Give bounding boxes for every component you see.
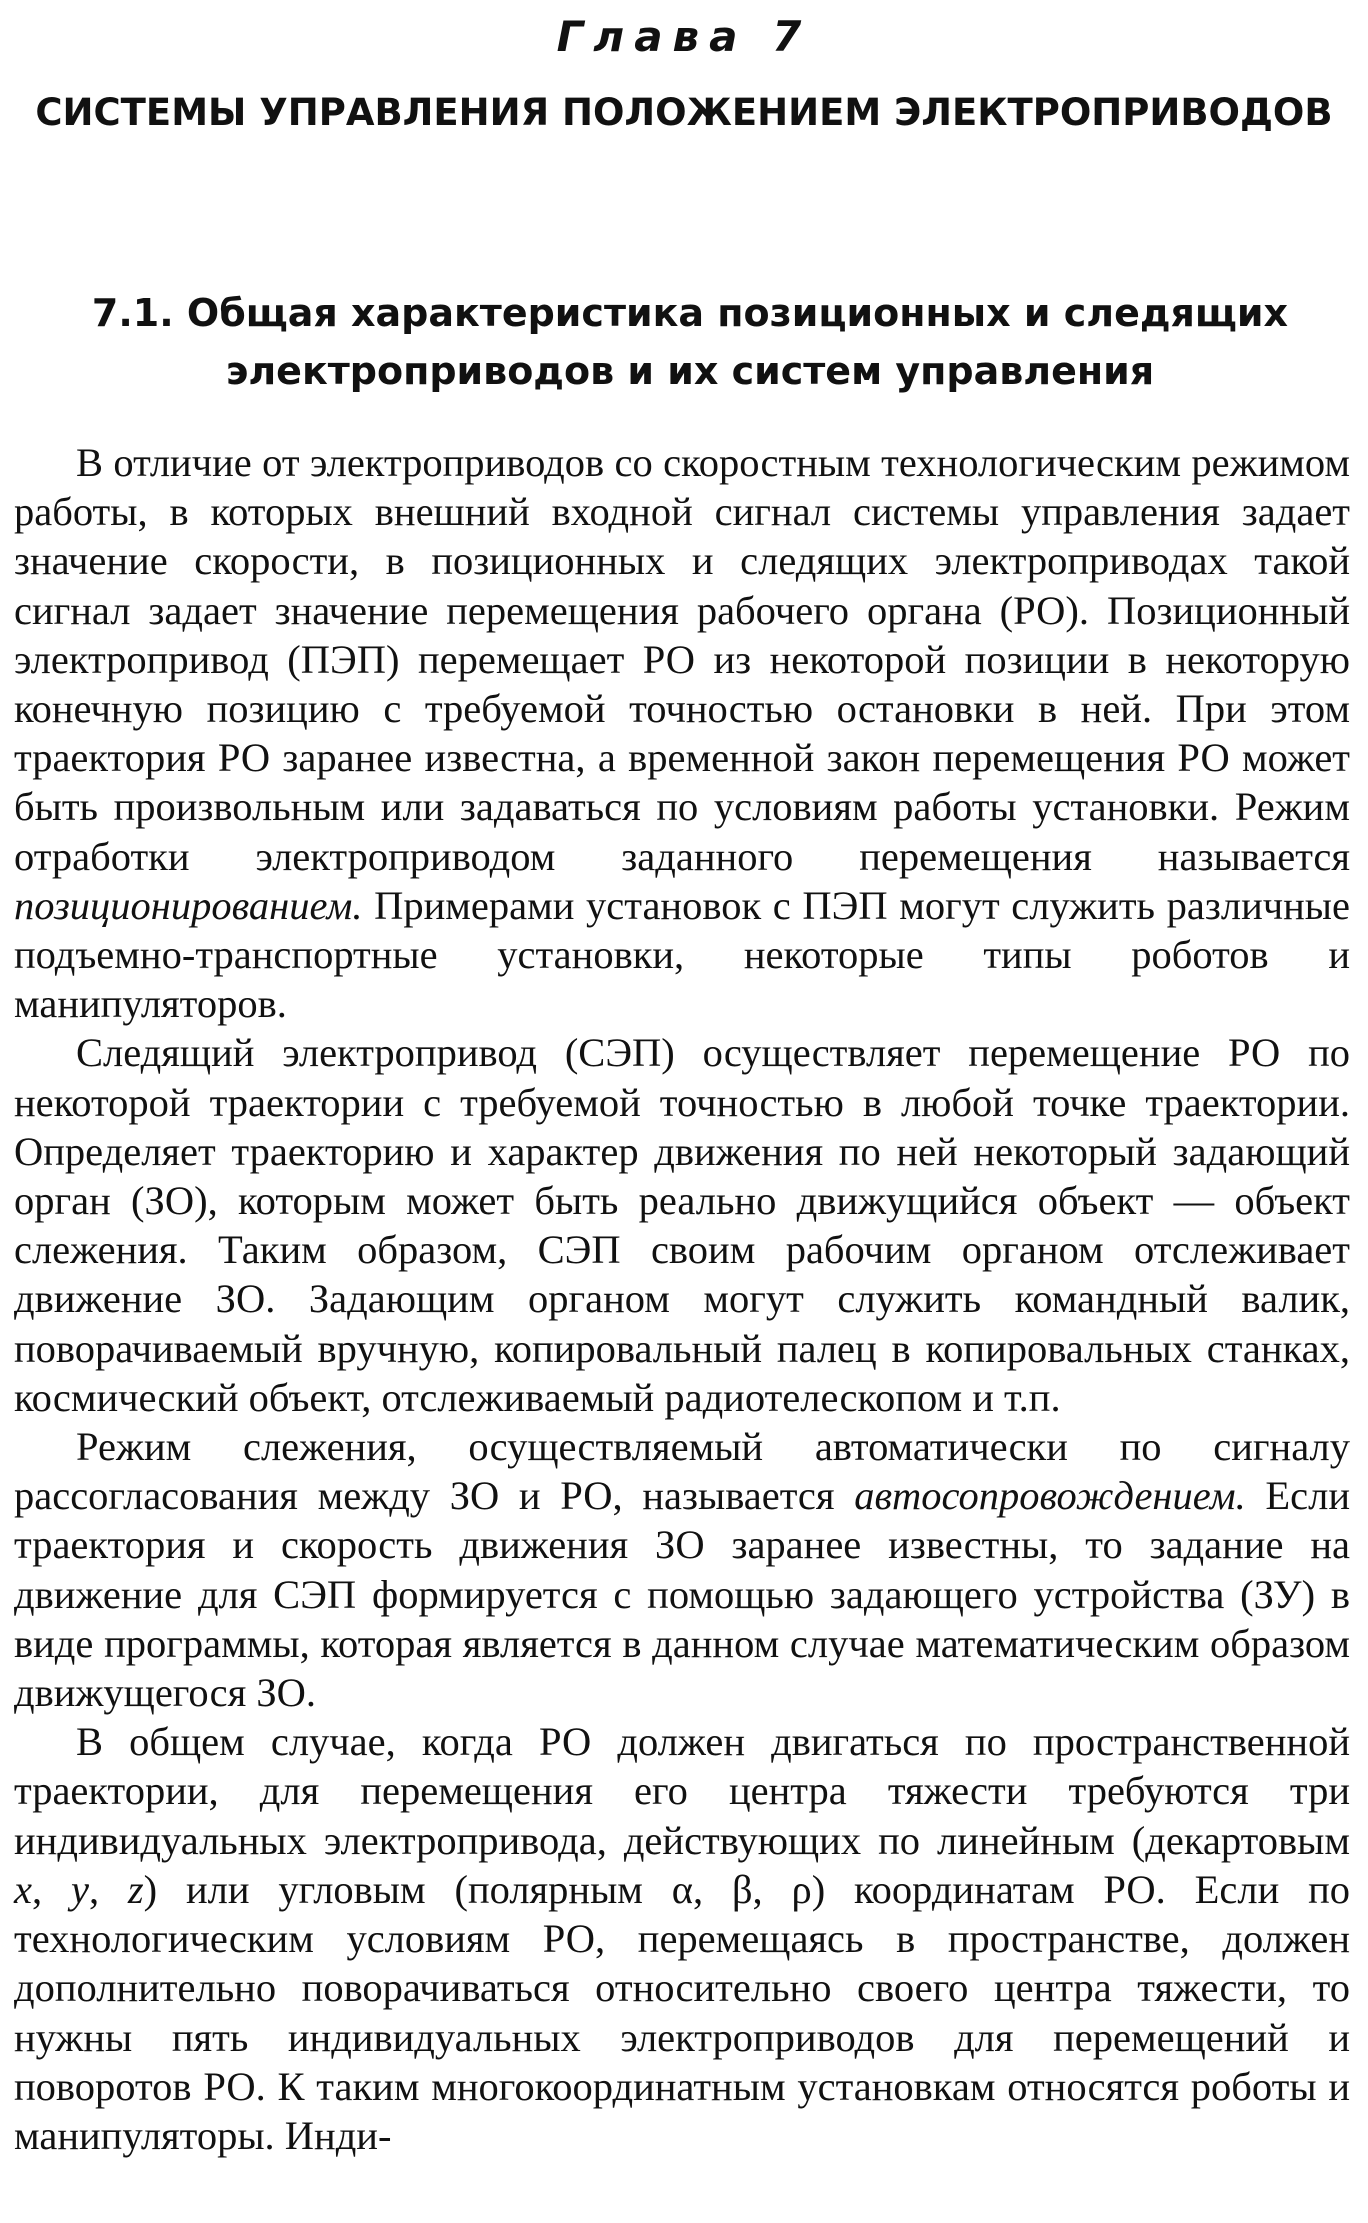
chapter-label: Глава 7 (556, 12, 812, 61)
paragraph-3-text-start: Режим слежения, осуществляемый автоматически по сигналу рассогласования между ЗО и РО, называется (14, 1424, 1350, 1519)
paragraph-4 (14, 1717, 1350, 2160)
coord-separator-1: , (31, 1866, 71, 1912)
body-text (14, 438, 1350, 2160)
paragraph-1 (14, 438, 1350, 1028)
section-title (20, 284, 1360, 400)
term-positioning: позиционированием. (14, 882, 363, 928)
coord-separator-2: , (88, 1866, 128, 1912)
paragraph-4-text-end: ) или угловым (полярным α, β, ρ) координатам РО. Если по технологическим условиям РО, перемещаясь в пространстве, должен дополнительно поворачиваться относительно своего центра тяжести, то нужны пять индивидуальных электроприводов для перемещений и поворотов РО. К таким многокоординатным установкам относятся роботы и манипуляторы. Инди- (14, 1866, 1350, 2158)
paragraph-4-text-start: В общем случае, когда РО должен двигаться по пространственной траектории, для перемещения его центра тяжести требуются три индивидуальных электропривода, действующих по линейным (декартовым (14, 1719, 1350, 1863)
section-title-line-2: электроприводов и их систем управления (225, 349, 1155, 393)
term-auto-tracking: автосопровождением. (854, 1473, 1246, 1519)
coord-x: x (14, 1866, 32, 1912)
paragraph-3 (14, 1422, 1350, 1717)
paragraph-1-text-start: В отличие от электроприводов со скоростным технологическим режимом работы, в которых внешний входной сигнал системы управления задает значение скорости, в позиционных и следящих электроприводах такой сигнал задает значение перемещения рабочего органа (РО). Позиционный электропривод (ПЭП) перемещает РО из некоторой позиции в некоторую конечную позицию с требуемой точностью остановки в ней. При этом траектория РО заранее известна, а временной закон перемещения РО может быть произвольным или задаваться по условиям работы установки. Режим отработки электроприводом заданного перемещения называется (14, 440, 1350, 879)
coord-z: z (127, 1866, 144, 1912)
section-title-line-1: 7.1. Общая характеристика позиционных и следящих (91, 291, 1289, 335)
paragraph-1-text-end: Примерами установок с ПЭП могут служить различные подъемно-транспортные установки, некоторые типы роботов и манипуляторов. (14, 882, 1350, 1027)
coord-y: y (70, 1866, 89, 1912)
chapter-title: СИСТЕМЫ УПРАВЛЕНИЯ ПОЛОЖЕНИЕМ ЭЛЕКТРОПРИВОДОВ (35, 91, 1333, 134)
paragraph-3-text-end: Если траектория и скорость движения ЗО заранее известны, то задание на движение для СЭП формируется с помощью задающего устройства (ЗУ) в виде программы, которая является в данном случае математическим образом движущегося ЗО. (14, 1473, 1350, 1716)
paragraph-2: Следящий электропривод (СЭП) осуществляет перемещение РО по некоторой траектории с требуемой точностью в любой точке траектории. Определяет траекторию и характер движения по ней некоторый задающий орган (ЗО), которым может быть реально движущийся объект — объект слежения. Таким образом, СЭП своим рабочим органом отслеживает движение ЗО. Задающим органом могут служить командный валик, поворачиваемый вручную, копировальный палец в копировальных станках, космический объект, отслеживаемый радиотелескопом и т.п. (14, 1030, 1350, 1420)
